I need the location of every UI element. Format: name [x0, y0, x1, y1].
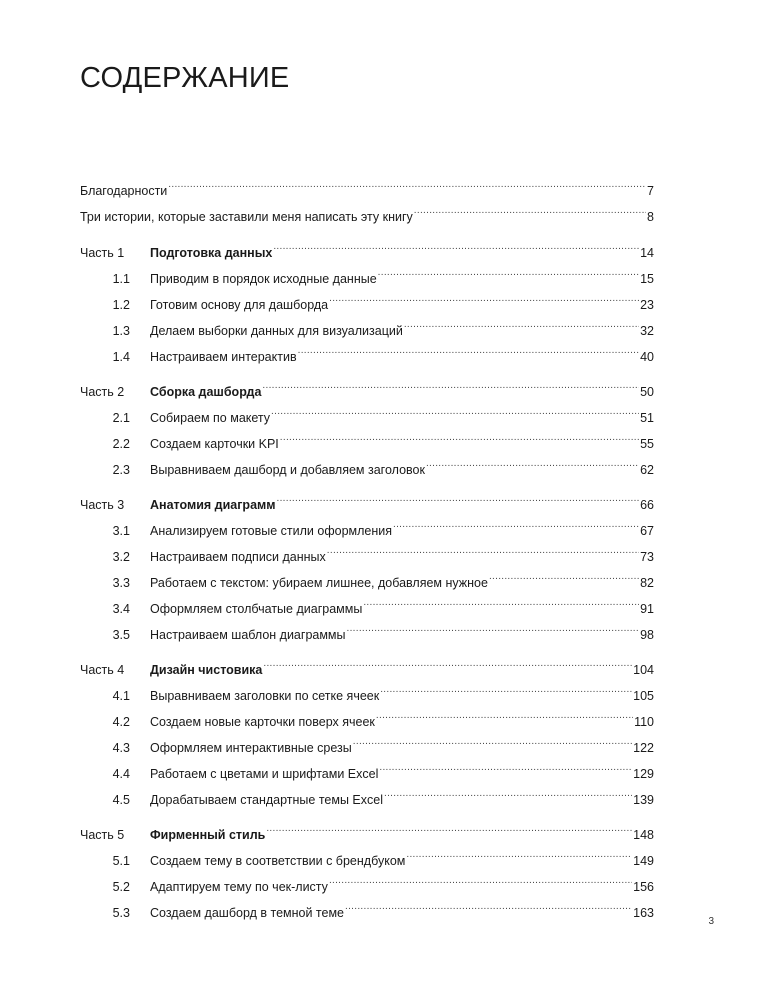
section-number: 3.5 — [112, 628, 130, 642]
dot-leader — [327, 535, 639, 561]
toc-page-number: 148 — [633, 828, 654, 842]
page-title: СОДЕРЖАНИЕ — [80, 62, 290, 94]
dot-leader — [280, 422, 639, 448]
section-title: Создаем карточки KPI — [150, 437, 279, 451]
dot-leader — [345, 891, 632, 917]
toc-page-number: 50 — [640, 385, 654, 399]
toc-part-1[interactable] — [80, 231, 654, 260]
section-number: 1.3 — [112, 324, 130, 338]
dot-leader — [404, 309, 639, 335]
dot-leader — [414, 195, 646, 221]
toc-page-number: 156 — [633, 880, 654, 894]
table-of-contents — [80, 169, 654, 920]
section-number: 5.3 — [112, 906, 130, 920]
section-title: Выравниваем дашборд и добавляем заголовок — [150, 463, 425, 477]
toc-page-number: 67 — [640, 524, 654, 538]
toc-page-number: 62 — [640, 463, 654, 477]
dot-leader — [168, 169, 646, 195]
section-number: 4.5 — [112, 793, 130, 807]
toc-page-number: 23 — [640, 298, 654, 312]
section-title: Готовим основу для дашборда — [150, 298, 329, 312]
section-title: Настраиваем интерактив — [150, 350, 297, 364]
section-number: 5.1 — [112, 854, 130, 868]
section-title: Создаем тему в соответствии с брендбуком — [150, 854, 406, 868]
toc-page-number: 55 — [640, 437, 654, 451]
toc-page-number: 129 — [633, 767, 654, 781]
toc-page-number: 15 — [640, 272, 654, 286]
section-number: 2.2 — [112, 437, 130, 451]
toc-page-number: 110 — [634, 715, 654, 729]
toc-part-2[interactable] — [80, 370, 654, 399]
dot-leader — [271, 396, 639, 422]
toc-page-number: 91 — [640, 602, 654, 616]
toc-part-5[interactable] — [80, 813, 654, 842]
dot-leader — [298, 335, 639, 361]
dot-leader — [393, 509, 639, 535]
toc-page-number: 8 — [647, 210, 654, 224]
dot-leader — [329, 865, 632, 891]
section-title: Собираем по макету — [150, 411, 271, 425]
section-number: 1.2 — [112, 298, 130, 312]
toc-page-number: 82 — [640, 576, 654, 590]
section-number: 4.2 — [112, 715, 130, 729]
part-label: Часть 5 — [80, 828, 125, 842]
dot-leader — [266, 813, 632, 839]
section-title: Работаем с текстом: убираем лишнее, добавляем нужное — [150, 576, 488, 590]
dot-leader — [262, 370, 639, 396]
part-label: Часть 1 — [80, 246, 125, 260]
toc-page-number: 104 — [633, 663, 654, 677]
section-title: Дорабатываем стандартные темы Excel — [150, 793, 383, 807]
toc-page-number: 139 — [633, 793, 654, 807]
section-title: Выравниваем заголовки по сетке ячеек — [150, 689, 380, 703]
toc-part-4[interactable] — [80, 648, 654, 677]
section-title: Настраиваем шаблон диаграммы — [150, 628, 346, 642]
toc-page-number: 98 — [640, 628, 654, 642]
part-title: Фирменный стиль — [150, 828, 266, 842]
part-label: Часть 2 — [80, 385, 125, 399]
section-title: Оформляем интерактивные срезы — [150, 741, 352, 755]
dot-leader — [380, 674, 632, 700]
dot-leader — [363, 587, 639, 613]
dot-leader — [378, 257, 639, 283]
section-number: 4.4 — [112, 767, 130, 781]
section-title: Делаем выборки данных для визуализаций — [150, 324, 403, 338]
dot-leader — [379, 752, 632, 778]
toc-part-3[interactable] — [80, 483, 654, 512]
page-number: 3 — [708, 916, 714, 927]
toc-page-number: 51 — [640, 411, 654, 425]
section-number: 1.4 — [112, 350, 130, 364]
dot-leader — [489, 561, 639, 587]
toc-page-number: 66 — [640, 498, 654, 512]
dot-leader — [426, 448, 639, 474]
section-title: Адаптируем тему по чек-листу — [150, 880, 328, 894]
toc-page-number: 32 — [640, 324, 654, 338]
section-number: 3.1 — [112, 524, 130, 538]
dot-leader — [263, 648, 632, 674]
toc-page-number: 7 — [647, 184, 654, 198]
part-title: Сборка дашборда — [150, 385, 262, 399]
dot-leader — [347, 613, 640, 639]
toc-page-number: 122 — [633, 741, 654, 755]
toc-page-number: 149 — [633, 854, 654, 868]
section-title: Приводим в порядок исходные данные — [150, 272, 377, 286]
part-title: Дизайн чистовика — [150, 663, 263, 677]
dot-leader — [384, 778, 632, 804]
toc-entry-title: Три истории, которые заставили меня написать эту книгу — [80, 210, 413, 224]
section-number: 4.3 — [112, 741, 130, 755]
section-title: Настраиваем подписи данных — [150, 550, 326, 564]
section-title: Оформляем столбчатые диаграммы — [150, 602, 363, 616]
part-label: Часть 4 — [80, 663, 125, 677]
toc-entry-front-matter[interactable] — [80, 169, 654, 198]
dot-leader — [273, 231, 639, 257]
section-title: Работаем с цветами и шрифтами Excel — [150, 767, 379, 781]
section-title: Создаем новые карточки поверх ячеек — [150, 715, 375, 729]
toc-page-number: 105 — [633, 689, 654, 703]
dot-leader — [353, 726, 632, 752]
part-title: Анатомия диаграмм — [150, 498, 276, 512]
dot-leader — [406, 839, 632, 865]
section-number: 3.2 — [112, 550, 130, 564]
part-title: Подготовка данных — [150, 246, 273, 260]
section-title: Анализируем готовые стили оформления — [150, 524, 393, 538]
toc-page-number: 40 — [640, 350, 654, 364]
section-number: 3.3 — [112, 576, 130, 590]
section-title: Создаем дашборд в темной теме — [150, 906, 345, 920]
section-number: 1.1 — [112, 272, 130, 286]
dot-leader — [329, 283, 639, 309]
toc-page-number: 14 — [640, 246, 654, 260]
section-number: 3.4 — [112, 602, 130, 616]
toc-page-number: 163 — [633, 906, 654, 920]
toc-entry-title: Благодарности — [80, 184, 168, 198]
section-number: 2.1 — [112, 411, 130, 425]
dot-leader — [376, 700, 633, 726]
dot-leader — [277, 483, 640, 509]
section-number: 2.3 — [112, 463, 130, 477]
part-label: Часть 3 — [80, 498, 125, 512]
section-number: 4.1 — [112, 689, 130, 703]
section-number: 5.2 — [112, 880, 130, 894]
toc-page-number: 73 — [640, 550, 654, 564]
